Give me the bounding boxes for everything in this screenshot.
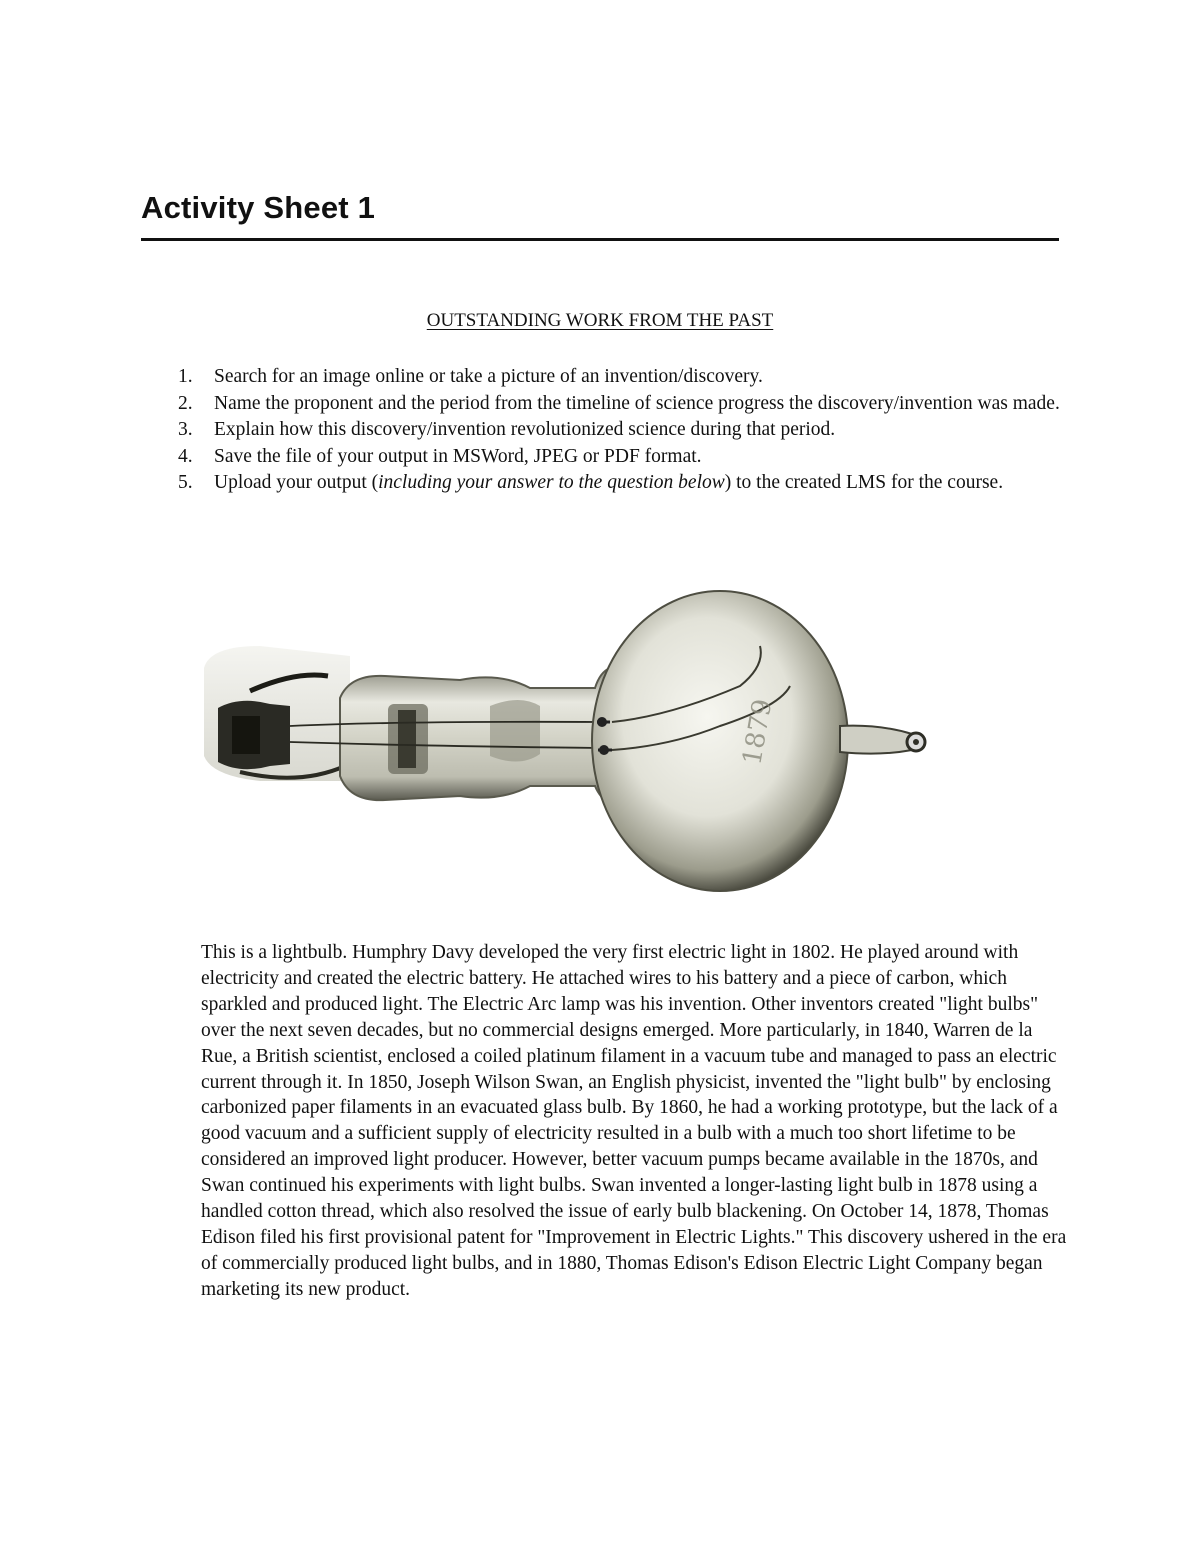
title-divider — [141, 238, 1059, 241]
instruction-text: Explain how this discovery/invention revolutionized science during that period. — [214, 419, 836, 440]
instruction-text: Name the proponent and the period from the timeline of science progress the discovery/invention was made. — [214, 392, 1060, 414]
instruction-item — [178, 364, 1060, 391]
instruction-number: 2. — [178, 392, 193, 414]
instruction-number: 5. — [178, 472, 193, 493]
instruction-item — [178, 444, 1060, 471]
instruction-text-after: ) to the created LMS for the course. — [724, 472, 1004, 493]
section-heading: OUTSTANDING WORK FROM THE PAST — [426, 310, 774, 331]
instruction-text-before: Upload your output ( — [214, 472, 379, 493]
instruction-item — [178, 391, 1060, 418]
instruction-text-italic: including your answer to the question below — [378, 472, 725, 493]
instruction-number: 4. — [178, 445, 193, 467]
instruction-item — [178, 470, 1060, 497]
instruction-item — [178, 417, 1060, 444]
page-title: Activity Sheet 1 — [141, 190, 376, 225]
lightbulb-icon — [200, 576, 940, 894]
instruction-list — [178, 364, 1060, 497]
lightbulb-photo — [200, 576, 940, 894]
instruction-number: 1. — [178, 366, 193, 387]
svg-text:1879: 1879 — [737, 696, 779, 768]
answer-paragraph: This is a lightbulb. Humphry Davy developed the very first electric light in 1802. He played around with electricity and created the electric battery. He attached wires to his battery and a piece of carbon, which sparkled and produced light. The Electric Arc lamp was his invention. Other inventors created "light bulbs" over the next seven decades, but no commercial designs emerged. More particularly, in 1840, Warren de la Rue, a British scientist, enclosed a coiled platinum filament in a vacuum tube and managed to pass an electric current through it. In 1850, Joseph Wilson Swan, an English physicist, invented the "light bulb" by enclosing carbonized paper filaments in an evacuated glass bulb. By 1860, he had a working prototype, but the lack of a good vacuum and a sufficient supply of electricity resulted in a bulb with a much too short lifetime to be considered an improved light producer. However, better vacuum pumps became available in the 1870s, and Swan continued his experiments with light bulbs. Swan invented a longer-lasting light bulb in 1878 using a handled cotton thread, which also resolved the issue of early bulb blackening. On October 14, 1878, Thomas Edison filed his first provisional patent for "Improvement in Electric Lights." This discovery ushered in the era of commercially produced light bulbs, and in 1880, Thomas Edison's Edison Electric Light Company began marketing its new product. — [201, 942, 1067, 1300]
instruction-text: Save the file of your output in MSWord, JPEG or PDF format. — [214, 445, 702, 467]
instruction-number: 3. — [178, 419, 193, 440]
instruction-text: Search for an image online or take a picture of an invention/discovery. — [214, 366, 763, 387]
